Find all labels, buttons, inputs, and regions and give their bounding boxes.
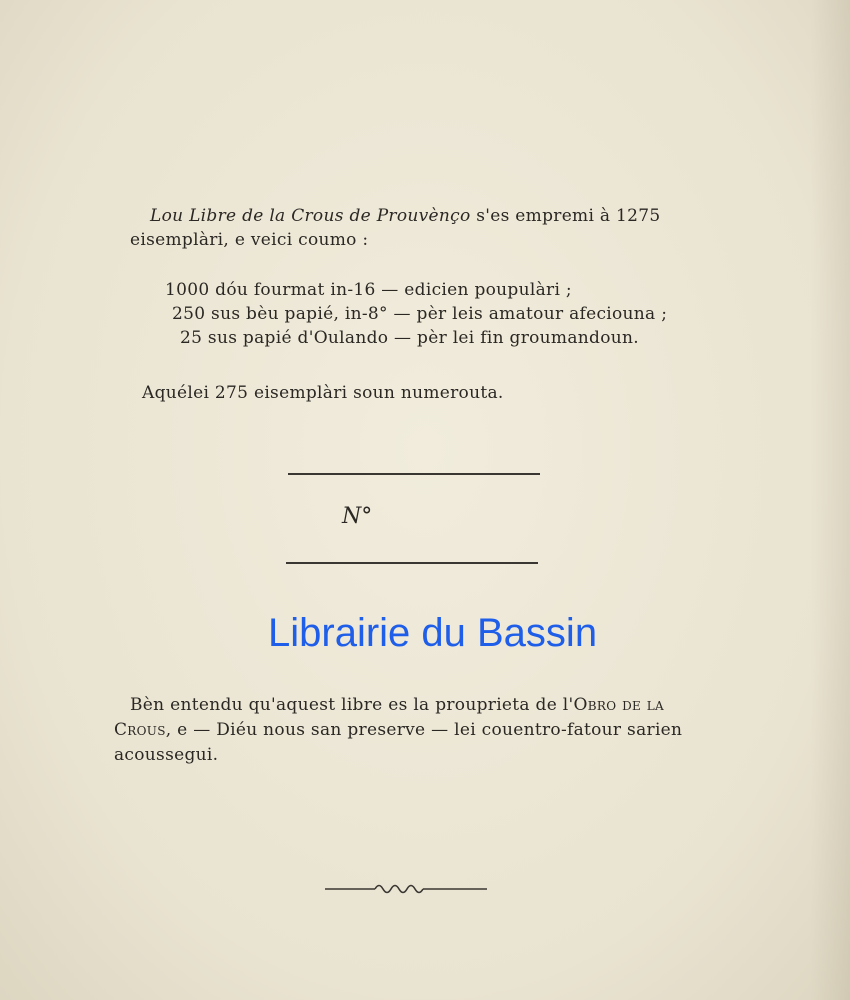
top-rule xyxy=(288,473,540,475)
edition-line-1: 1000 dóu fourmat in-16 — edicien poupulàri ; xyxy=(165,280,572,300)
book-title: Lou Libre de la Crous de Prouvènço xyxy=(150,206,471,226)
wave-ornament-icon xyxy=(325,880,490,900)
librairie-watermark: Librairie du Bassin xyxy=(268,611,598,655)
bottom-rule xyxy=(286,562,538,564)
intro-line-1 xyxy=(150,206,661,226)
publisher-name-part-2: Crous xyxy=(114,720,166,740)
publisher-name-part-1: Obro de la xyxy=(573,695,664,715)
rights-line-2 xyxy=(114,720,682,740)
edition-line-3: 25 sus papié d'Oulando — pèr lei fin groumandoun. xyxy=(180,328,639,348)
intro-line-2: eisemplàri, e veici coumo : xyxy=(130,230,369,250)
rights-line-1 xyxy=(130,695,664,715)
rights-line-2-text: , e — Diéu nous san preserve — lei couentro-fatour sarien xyxy=(165,720,683,740)
rights-line-1-text: Bèn entendu qu'aquest libre es la prouprieta de l' xyxy=(130,695,574,715)
numbered-note: Aquélei 275 eisemplàri soun numerouta. xyxy=(142,383,504,403)
numero-mark: N° xyxy=(342,504,373,529)
edition-line-2: 250 sus bèu papié, in-8° — pèr leis amatour afeciouna ; xyxy=(172,304,668,324)
rights-line-3: acoussegui. xyxy=(114,745,219,765)
page-edge-shadow xyxy=(810,0,850,1000)
intro-line-1-rest: s'es empremi à 1275 xyxy=(470,206,661,226)
